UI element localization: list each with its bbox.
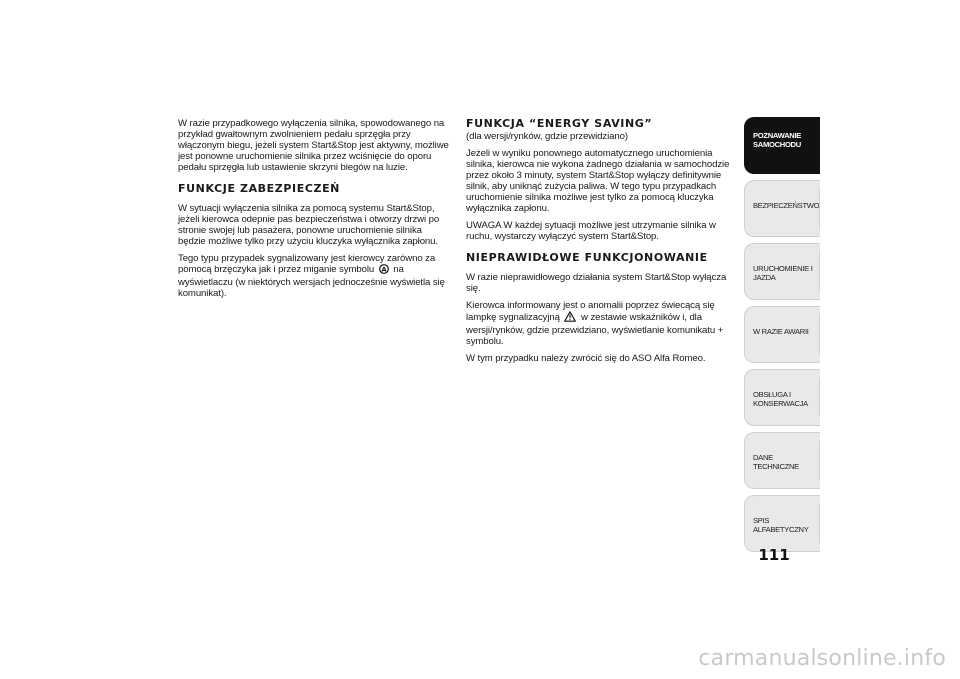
tab-label: DANE TECHNICZNE: [753, 453, 799, 471]
tab-label: W RAZIE AWARII: [753, 327, 809, 336]
malfunction-paragraph-3: W tym przypadku należy zwrócić się do ASO Alfa Romeo.: [466, 353, 706, 364]
tab-label: OBSŁUGA I KONSERWACJA: [753, 390, 808, 408]
tab-spis-alfabetyczny[interactable]: [744, 495, 820, 552]
safety-paragraph-2-part1: Tego typu przypadek sygnalizowany jest kierowcy zarówno za pomocą brzęczyka jak i przez miganie symbolu: [178, 253, 436, 275]
tab-label: BEZPIECZEŃSTWO: [753, 201, 820, 210]
tab-label: POZNAWANIE SAMOCHODU: [753, 131, 802, 149]
heading-malfunction: NIEPRAWIDŁOWE FUNKCJONOWANIE: [466, 251, 708, 264]
safety-paragraph-1: W sytuacji wyłączenia silnika za pomocą systemu Start&Stop, jeżeli kierowca odepnie pas bezpieczeństwa i otworzy drzwi po stronie swojej lub pasażera, ponowne uruchomienie silnika będzie możliwe tylko przy użyciu kluczyka wyłącznika zapłonu.: [178, 203, 440, 247]
page-number: 111: [758, 546, 790, 564]
energy-subtitle: (dla wersji/rynków, gdzie przewidziano): [466, 131, 628, 142]
tab-uruchomienie-i-jazda[interactable]: [744, 243, 820, 300]
safety-paragraph-2: [178, 253, 450, 299]
chapter-tabs: [744, 117, 820, 558]
energy-paragraph-1: Jeżeli w wyniku ponownego automatycznego uruchomienia silnika, kierowca nie wykona żadnego działania w samochodzie przez około 3 minuty, system Start&Stop wyłączy definitywnie silnik, aby uniknąć zużycia paliwa. W tego typu przypadkach uruchomienie silnika możliwe jest tylko za pomocą kluczyka wyłącznika zapłonu.: [466, 148, 730, 214]
watermark: carmanualsonline.info: [698, 646, 946, 671]
malfunction-paragraph-2-part1: Kierowca informowany jest o anomalii poprzez świecącą się lampkę sygnalizacyjną: [466, 300, 715, 323]
tab-bezpieczenstwo[interactable]: [744, 180, 820, 237]
energy-paragraph-2: UWAGA W każdej sytuacji możliwe jest utrzymanie silnika w ruchu, wystarczy wyłączyć system Start&Stop.: [466, 220, 716, 242]
tab-w-razie-awarii[interactable]: [744, 306, 820, 363]
intro-paragraph: W razie przypadkowego wyłączenia silnika, spowodowanego na przykład gwałtownym zwolnieniem pedału sprzęgła przy włączonym biegu, jeżeli system Start&Stop jest aktywny, możliwe jest ponowne uruchomienie silnika przez wciśnięcie do oporu pedału sprzęgła lub ustawienie skrzyni biegów na luzie.: [178, 118, 449, 173]
tab-dane-techniczne[interactable]: [744, 432, 820, 489]
heading-energy-saving: FUNKCJA “ENERGY SAVING”: [466, 117, 653, 130]
tab-poznawanie-samochodu[interactable]: [744, 117, 820, 174]
tab-label: SPIS ALFABETYCZNY: [753, 516, 809, 534]
safety-paragraph-2-part2: na wyświetlaczu (w niektórych wersjach jednocześnie wyświetla się komunikat).: [178, 264, 445, 299]
malfunction-paragraph-2: [466, 300, 738, 347]
svg-text:A: A: [381, 265, 387, 274]
left-column: [178, 118, 450, 305]
malfunction-paragraph-2-part2: w zestawie wskaźników i, dla wersji/rynków, gdzie przewidziano, wyświetlanie komunikatu + symbolu.: [466, 312, 724, 347]
warning-triangle-icon: [564, 311, 576, 325]
right-column: [466, 118, 738, 370]
tab-obsluga-i-konserwacja[interactable]: [744, 369, 820, 426]
tab-label: URUCHOMIENIE I JAZDA: [753, 264, 813, 282]
start-stop-warning-icon: [379, 264, 389, 277]
malfunction-paragraph-1: W razie nieprawidłowego działania system Start&Stop wyłącza się.: [466, 272, 727, 294]
heading-safety-functions: FUNKCJE ZABEZPIECZEŃ: [178, 182, 340, 195]
